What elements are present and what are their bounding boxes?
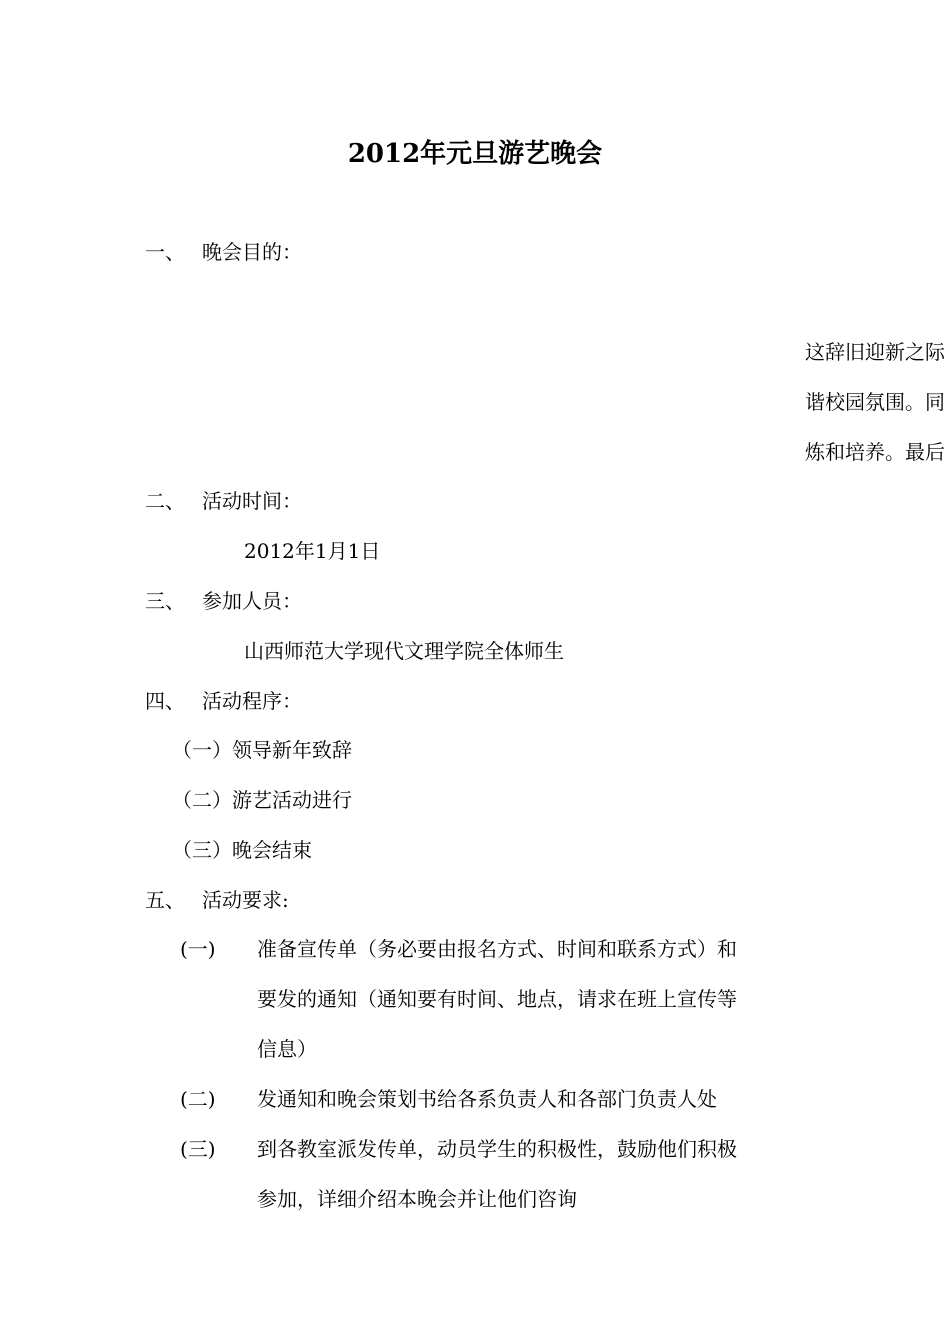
purpose-text-line-1: 这辞旧迎新之际 bbox=[805, 340, 945, 364]
section-5-number: 五、 bbox=[145, 888, 185, 912]
section-3-number: 三、 bbox=[145, 589, 185, 613]
requirement-line: 到各教室派发传单，动员学生的积极性，鼓励他们积极 bbox=[257, 1137, 737, 1161]
section-4-number: 四、 bbox=[145, 689, 185, 713]
section-5-heading: 活动要求: bbox=[202, 888, 289, 912]
requirement-line: 要发的通知（通知要有时间、地点，请求在班上宣传等 bbox=[257, 987, 737, 1011]
section-1-heading: 晚会目的： bbox=[202, 240, 302, 264]
program-item: （三）晚会结束 bbox=[172, 838, 312, 862]
requirement-number: (三) bbox=[180, 1137, 216, 1161]
requirement-line: 参加，详细介绍本晚会并让他们咨询 bbox=[257, 1187, 577, 1211]
requirement-line: 发通知和晚会策划书给各系负责人和各部门负责人处 bbox=[257, 1087, 717, 1111]
program-item: （二）游艺活动进行 bbox=[172, 788, 352, 812]
purpose-text-line-3: 炼和培养。最后 bbox=[805, 440, 945, 464]
section-2-heading: 活动时间： bbox=[202, 489, 302, 513]
purpose-text-line-2: 谐校园氛围。同 bbox=[805, 390, 945, 414]
requirement-number: (二) bbox=[180, 1087, 216, 1111]
section-4-heading: 活动程序： bbox=[202, 689, 302, 713]
section-2-number: 二、 bbox=[145, 489, 185, 513]
requirement-line: 准备宣传单（务必要由报名方式、时间和联系方式）和 bbox=[257, 937, 737, 961]
section-1-number: 一、 bbox=[145, 240, 185, 264]
requirement-line: 信息） bbox=[257, 1037, 317, 1061]
requirement-number: (一) bbox=[180, 937, 216, 961]
section-3-heading: 参加人员： bbox=[202, 589, 302, 613]
document-title: 2012年元旦游艺晚会 bbox=[347, 139, 603, 169]
activity-date: 2012年1月1日 bbox=[244, 539, 381, 563]
program-item: （一）领导新年致辞 bbox=[172, 738, 352, 762]
participants: 山西师范大学现代文理学院全体师生 bbox=[244, 639, 564, 663]
